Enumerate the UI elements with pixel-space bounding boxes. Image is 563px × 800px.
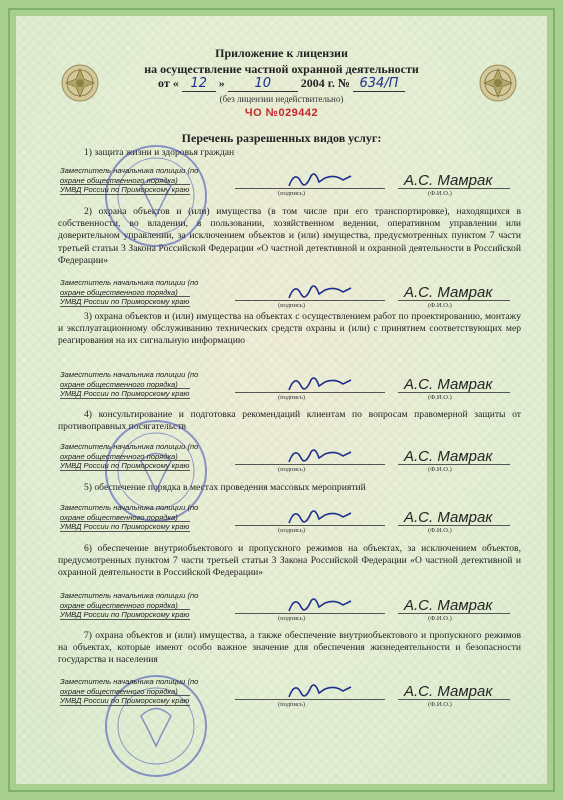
guilloche-background xyxy=(16,16,547,784)
service-item: 7) охрана объектов и (или) имущества, а также обеспечение внутриобъектового и пропускного режимов на объектах, которые имеют особо важное значение для обеспечения жизнедеятельности и безопасности государства и населения xyxy=(58,630,521,666)
date-prefix: от « xyxy=(158,76,179,90)
signature-caption: (подпись) xyxy=(278,701,305,708)
signature-caption: (подпись) xyxy=(278,615,305,622)
service-item: 5) обеспечение порядка в местах проведения массовых мероприятий xyxy=(84,482,366,493)
license-date-line xyxy=(16,76,547,92)
official-title: Заместитель начальника полиции (по охране общественного порядка) УМВД России по Приморскому краю xyxy=(60,166,199,194)
service-item: 6) обеспечение внутриобъектового и пропускного режимов на объектах, за исключением объектов, предусмотренных пунктом 7 части третьей статьи 3 Закона Российской Федерации «О частной детективной и охранной деятельности в Российской Федерации» xyxy=(58,543,521,579)
service-item: 3) охрана объектов и (или) имущества на объектах с осуществлением работ по проектированию, монтажу и эксплуатационному обслуживанию технических средств охраны и (или) с принятием соответствующих мер реагирования на их сигнальную информацию xyxy=(58,311,521,347)
official-title: Заместитель начальника полиции (по охране общественного порядка) УМВД России по Приморскому краю xyxy=(60,370,199,398)
validity-note: (без лицензии недействительно) xyxy=(219,94,344,104)
signature-block xyxy=(60,677,530,713)
signature-block xyxy=(60,166,530,202)
service-item: 2) охрана объектов и (или) имущества (в том числе при его транспортировке), находящихся в собственности, во владении, в пользовании, хозяйственном ведении, оперативном управлении или доверительном управлении, за исключением объектов и (или) имущества, предусмотренных пунктом 7 части третьей статьи 3 Закона Российской Федерации «О частной детективной и охранной деятельности в Российской Федерации» xyxy=(58,206,521,266)
signer-name: А.С. Мамрак xyxy=(404,509,493,526)
signature-block xyxy=(60,503,530,539)
signer-name: А.С. Мамрак xyxy=(404,172,493,189)
official-title: Заместитель начальника полиции (по охране общественного порядка) УМВД России по Приморскому краю xyxy=(60,503,199,531)
signer-name: А.С. Мамрак xyxy=(404,448,493,465)
official-title: Заместитель начальника полиции (по охране общественного порядка) УМВД России по Приморскому краю xyxy=(60,442,199,470)
name-caption: (Ф.И.О.) xyxy=(428,527,452,534)
signature-block xyxy=(60,442,530,478)
name-caption: (Ф.И.О.) xyxy=(428,394,452,401)
service-item: 4) консультирование и подготовка рекомендаций клиентам по вопросам правомерной защиты от противоправных посягательств xyxy=(58,409,521,433)
date-year: 2004 г. № xyxy=(300,76,350,90)
date-month: 10 xyxy=(228,76,298,92)
license-number: 634/П xyxy=(353,76,405,92)
official-title: Заместитель начальника полиции (по охране общественного порядка) УМВД России по Приморскому краю xyxy=(60,677,199,705)
signature-block xyxy=(60,370,530,406)
name-caption: (Ф.И.О.) xyxy=(428,615,452,622)
signer-name: А.С. Мамрак xyxy=(404,376,493,393)
signature-caption: (подпись) xyxy=(278,302,305,309)
signature-caption: (подпись) xyxy=(278,394,305,401)
signature-caption: (подпись) xyxy=(278,466,305,473)
name-caption: (Ф.И.О.) xyxy=(428,302,452,309)
date-mid: » xyxy=(218,76,225,90)
name-caption: (Ф.И.О.) xyxy=(428,466,452,473)
signature-caption: (подпись) xyxy=(278,527,305,534)
signer-name: А.С. Мамрак xyxy=(404,284,493,301)
name-caption: (Ф.И.О.) xyxy=(428,701,452,708)
signer-name: А.С. Мамрак xyxy=(404,597,493,614)
signer-name: А.С. Мамрак xyxy=(404,683,493,700)
date-day: 12 xyxy=(182,76,216,92)
official-title: Заместитель начальника полиции (по охране общественного порядка) УМВД России по Приморскому краю xyxy=(60,278,199,306)
services-list-heading: Перечень разрешенных видов услуг: xyxy=(181,131,382,145)
serial-number: ЧО №029442 xyxy=(244,107,319,119)
signature-block xyxy=(60,591,530,627)
appendix-title: Приложение к лицензии xyxy=(215,46,348,60)
signature-caption: (подпись) xyxy=(278,190,305,197)
signature-block xyxy=(60,278,530,314)
appendix-subtitle: на осуществление частной охранной деятельности xyxy=(144,62,419,76)
official-title: Заместитель начальника полиции (по охране общественного порядка) УМВД России по Приморскому краю xyxy=(60,591,199,619)
service-item: 1) защита жизни и здоровья граждан xyxy=(84,147,235,158)
name-caption: (Ф.И.О.) xyxy=(428,190,452,197)
